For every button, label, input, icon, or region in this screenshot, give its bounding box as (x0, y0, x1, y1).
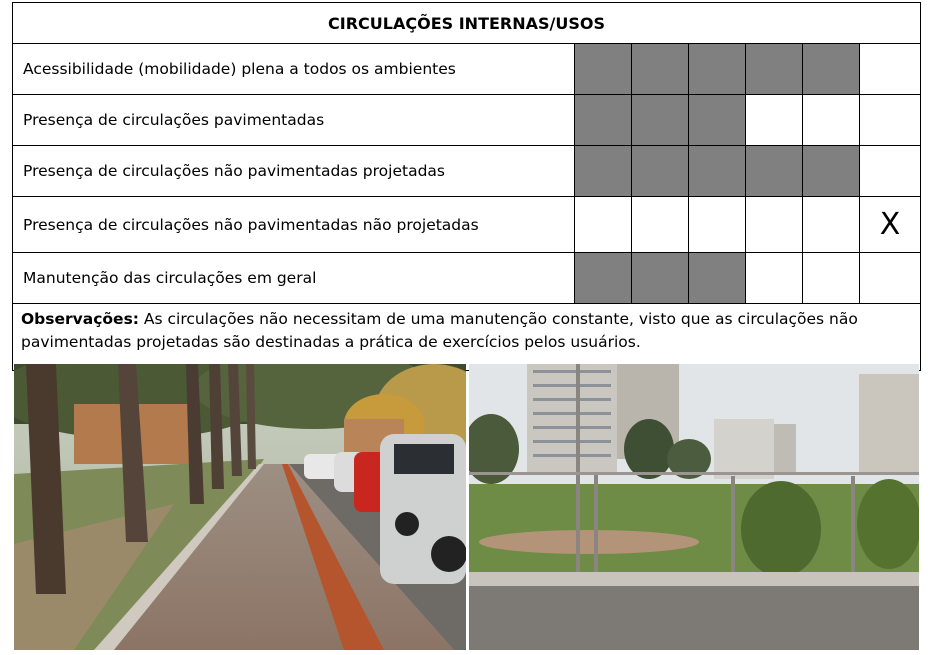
rating-cell (746, 44, 803, 95)
criteria-label: Presença de circulações não pavimentadas não projetadas (13, 197, 575, 253)
rating-cell (746, 197, 803, 253)
rating-cell (746, 146, 803, 197)
rating-cell (575, 146, 632, 197)
observations-cell (13, 304, 921, 371)
rating-cell (860, 253, 921, 304)
criteria-row (13, 253, 921, 304)
rating-cell (575, 44, 632, 95)
criteria-row (13, 95, 921, 146)
rating-cell (689, 146, 746, 197)
sidewalk-photo (14, 364, 466, 650)
evaluation-table (12, 2, 921, 371)
observations-label: Observações: (21, 310, 139, 328)
rating-cell (575, 253, 632, 304)
observations-text: As circulações não necessitam de uma manutenção constante, visto que as circulações não pavimentadas projetadas são destinadas a prática de exercícios pelos usuários. (21, 310, 858, 351)
section-title: CIRCULAÇÕES INTERNAS/USOS (13, 3, 921, 44)
rating-cell (860, 44, 921, 95)
rating-cell (803, 95, 860, 146)
criteria-rows (13, 44, 921, 304)
criteria-row (13, 44, 921, 95)
rating-cell (689, 95, 746, 146)
rating-cell (575, 95, 632, 146)
criteria-row (13, 197, 921, 253)
rating-cell (689, 197, 746, 253)
rating-cell (746, 95, 803, 146)
criteria-label: Presença de circulações pavimentadas (13, 95, 575, 146)
rating-cell (803, 197, 860, 253)
rating-cell (632, 44, 689, 95)
rating-cell (803, 146, 860, 197)
criteria-row (13, 146, 921, 197)
rating-cell (632, 95, 689, 146)
criteria-label: Presença de circulações não pavimentadas projetadas (13, 146, 575, 197)
rating-cell (803, 253, 860, 304)
rating-cell (689, 44, 746, 95)
rating-cell (689, 253, 746, 304)
rating-cell (746, 253, 803, 304)
criteria-label: Acessibilidade (mobilidade) plena a todos os ambientes (13, 44, 575, 95)
rating-cell (860, 146, 921, 197)
rating-cell (632, 146, 689, 197)
rating-cell (803, 44, 860, 95)
rating-mark: X (860, 197, 921, 253)
rating-cell (860, 95, 921, 146)
rating-cell (632, 253, 689, 304)
rating-cell (632, 197, 689, 253)
rating-cell (575, 197, 632, 253)
sports-field-photo (469, 364, 919, 650)
criteria-label: Manutenção das circulações em geral (13, 253, 575, 304)
